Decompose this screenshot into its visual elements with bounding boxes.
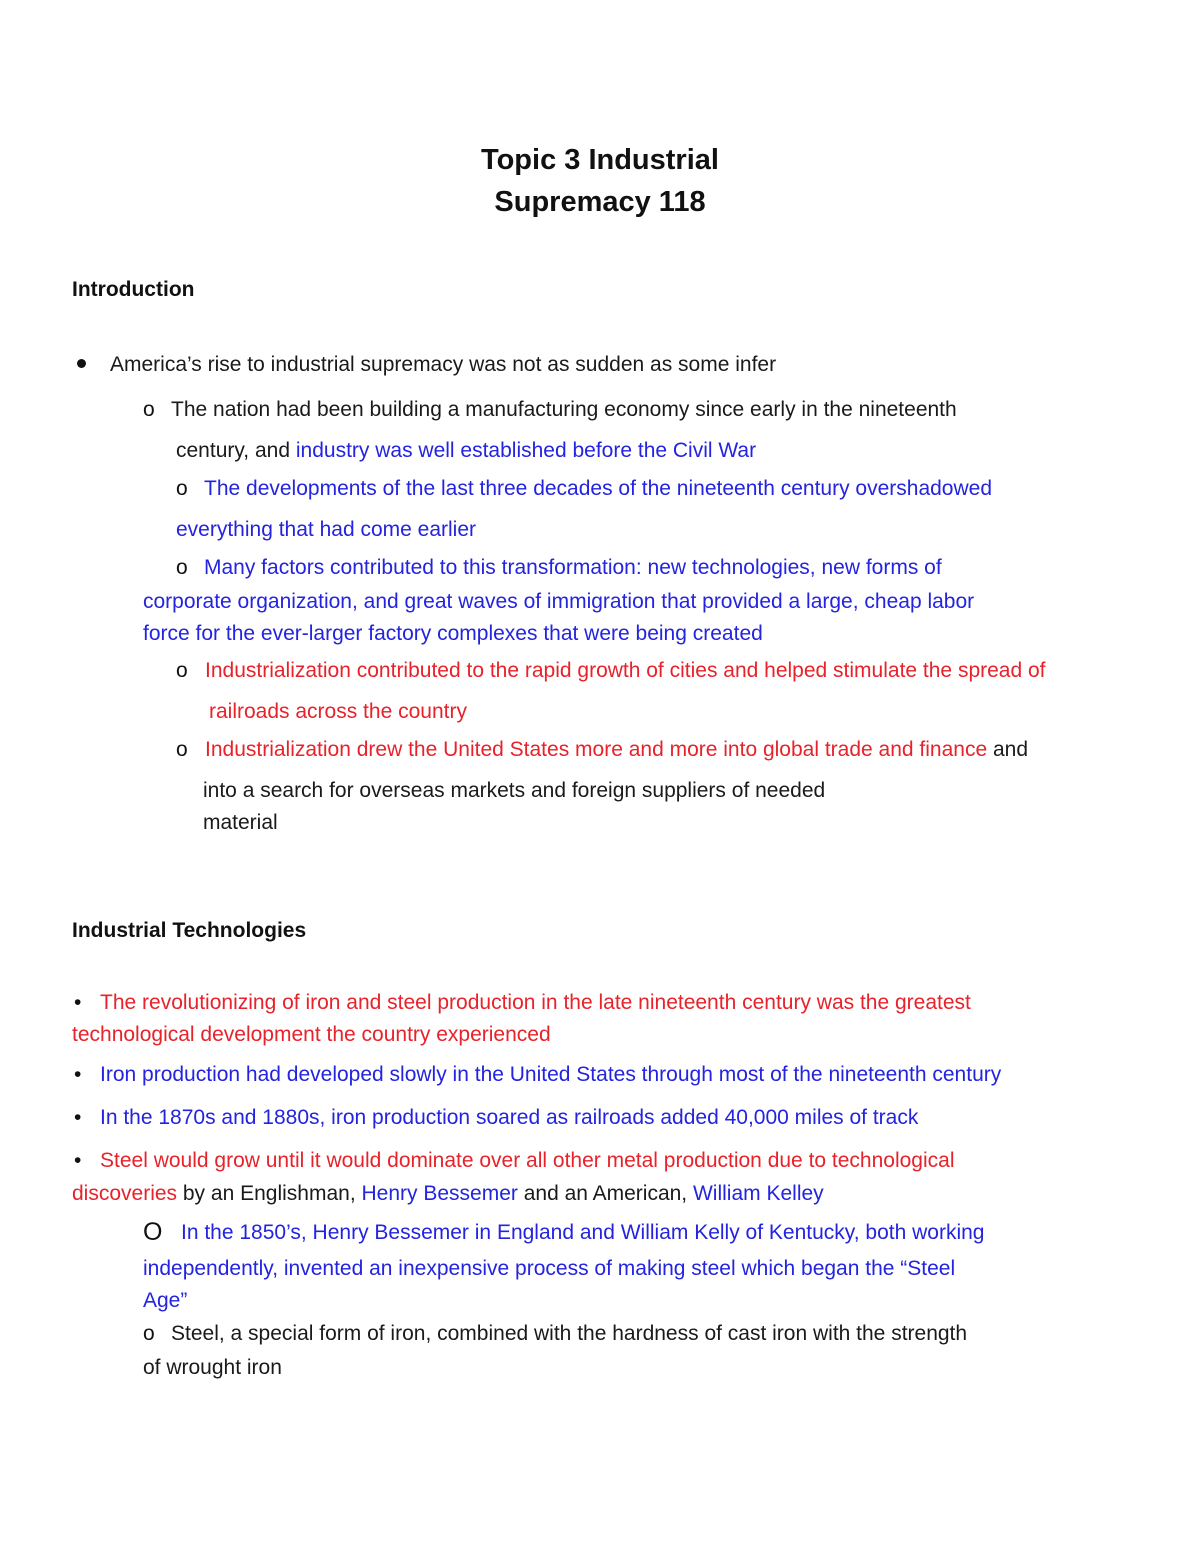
sub-bullet-marker: o xyxy=(176,738,188,761)
intro-sub-5-line-1 xyxy=(205,737,1028,763)
bullet-icon: • xyxy=(74,1063,82,1086)
section-heading-introduction: Introduction xyxy=(72,278,195,301)
tech-bullet-1-line-1: The revolutionizing of iron and steel production in the late nineteenth century was the greatest xyxy=(100,991,971,1014)
document-title-line-2: Supremacy 118 xyxy=(494,186,706,218)
intro-sub-5-line-2: into a search for overseas markets and foreign suppliers of needed xyxy=(203,779,826,802)
bullet-icon: • xyxy=(74,1149,82,1172)
tech-bullet-3: In the 1870s and 1880s, iron production soared as railroads added 40,000 miles of track xyxy=(100,1106,919,1129)
intro-sub-1-highlight: industry was well established before the Civil War xyxy=(295,439,757,462)
intro-sub-3-line-3: force for the ever-larger factory complexes that were being created xyxy=(143,622,763,645)
tech-bullet-2: Iron production had developed slowly in the United States through most of the nineteenth century xyxy=(100,1063,1002,1086)
sub-bullet-marker: o xyxy=(176,556,188,579)
tech-bullet-1-line-2: technological development the country experienced xyxy=(72,1023,551,1046)
tech-sub-2-line-1: Steel, a special form of iron, combined with the hardness of cast iron with the strength xyxy=(171,1322,968,1345)
tech-bullet-4-kelley: William Kelley xyxy=(692,1182,824,1205)
tech-sub-1-line-1: In the 1850’s, Henry Bessemer in England and William Kelly of Kentucky, both working xyxy=(181,1221,985,1244)
intro-sub-1-line-2 xyxy=(176,438,756,464)
intro-sub-3-line-2: corporate organization, and great waves of immigration that provided a large, cheap labor xyxy=(143,590,975,613)
bullet-icon: • xyxy=(74,1106,82,1129)
intro-sub-4-line-2: railroads across the country xyxy=(209,700,467,723)
tech-bullet-4-text-2: and an American, xyxy=(517,1182,693,1205)
tech-bullet-4-discoveries: discoveries xyxy=(72,1182,178,1205)
tech-sub-1-line-3: Age” xyxy=(143,1289,188,1312)
tech-bullet-4-text-1: by an Englishman, xyxy=(177,1182,362,1205)
section-heading-industrial-technologies: Industrial Technologies xyxy=(72,919,307,942)
document-title-line-1: Topic 3 Industrial xyxy=(481,144,719,176)
intro-sub-5-line-3: material xyxy=(203,811,278,834)
sub-bullet-marker: o xyxy=(143,1322,155,1345)
intro-sub-4-line-1: Industrialization contributed to the rapid growth of cities and helped stimulate the spread of xyxy=(205,659,1046,682)
intro-sub-5-highlight: Industrialization drew the United States more and more into global trade and finance xyxy=(205,738,988,761)
intro-sub-2-line-2: everything that had come earlier xyxy=(176,518,476,541)
tech-sub-1-line-2: independently, invented an inexpensive process of making steel which began the “Steel xyxy=(143,1257,956,1280)
intro-sub-1-line-1: The nation had been building a manufacturing economy since early in the nineteenth xyxy=(171,398,957,421)
intro-sub-2-line-1: The developments of the last three decades of the nineteenth century overshadowed xyxy=(204,477,993,500)
tech-bullet-4-line-1: Steel would grow until it would dominate over all other metal production due to technological xyxy=(100,1149,955,1172)
sub-bullet-marker: o xyxy=(176,477,188,500)
tech-bullet-4-line-2 xyxy=(72,1181,824,1207)
intro-sub-1-text: century, and xyxy=(176,439,296,462)
intro-sub-5-text: and xyxy=(987,738,1029,761)
intro-bullet-1: America’s rise to industrial supremacy was not as sudden as some infer xyxy=(110,353,777,376)
tech-bullet-4-bessemer: Henry Bessemer xyxy=(361,1182,518,1205)
sub-bullet-marker: o xyxy=(143,398,155,421)
intro-sub-3-line-1: Many factors contributed to this transformation: new technologies, new forms of xyxy=(204,556,942,579)
sub-bullet-marker: O xyxy=(143,1218,163,1246)
tech-sub-2-line-2: of wrought iron xyxy=(143,1356,282,1379)
bullet-icon: • xyxy=(74,991,82,1014)
bullet-icon xyxy=(77,359,86,368)
sub-bullet-marker: o xyxy=(176,659,188,682)
